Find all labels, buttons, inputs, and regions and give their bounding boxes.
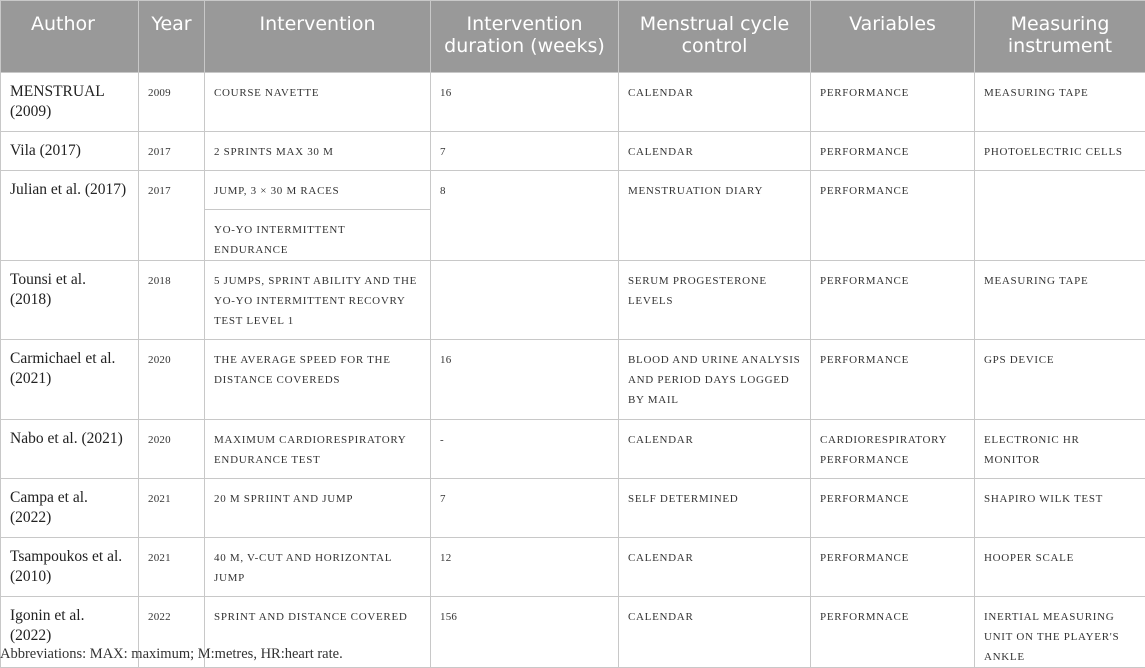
cycle-control-cell: SELF DETERMINED <box>619 479 811 538</box>
header-intervention: Intervention <box>205 1 431 73</box>
instrument-cell: SHAPIRO WILK TEST <box>975 479 1145 538</box>
variables-cell: PERFORMANCE <box>811 132 975 171</box>
cycle-control-cell: BLOOD AND URINE ANALYSIS AND PERIOD DAYS LOGGED BY MAIL <box>619 340 811 420</box>
table-footnote: Abbreviations: MAX: maximum; M:metres, HR:heart rate. <box>0 646 343 663</box>
duration-cell <box>431 261 619 340</box>
intervention-cell: SPRINT AND DISTANCE COVERED <box>205 597 431 668</box>
year-cell: 2022 <box>139 597 205 668</box>
instrument-cell: MEASURING TAPE <box>975 73 1145 132</box>
intervention-cell: 40 M, V-CUT AND HORIZONTAL JUMP <box>205 538 431 597</box>
author-cell: MENSTRUAL (2009) <box>1 73 139 132</box>
instrument-cell: MEASURING TAPE <box>975 261 1145 340</box>
duration-cell: 7 <box>431 132 619 171</box>
year-cell: 2021 <box>139 479 205 538</box>
year-cell: 2021 <box>139 538 205 597</box>
table-row <box>1 261 1145 340</box>
table-row <box>1 171 1145 210</box>
instrument-cell: INERTIAL MEASURING UNIT ON THE PLAYER'S ANKLE <box>975 597 1145 668</box>
header-author: Author <box>1 1 139 73</box>
duration-cell: 16 <box>431 340 619 420</box>
cycle-control-cell: CALENDAR <box>619 420 811 479</box>
variables-cell: PERFORMNACE <box>811 597 975 668</box>
cycle-control-cell: SERUM PROGESTERONE LEVELS <box>619 261 811 340</box>
header-row <box>1 1 1145 73</box>
intervention-cell: YO-YO INTERMITTENT ENDURANCE <box>205 210 431 261</box>
table-row <box>1 420 1145 479</box>
intervention-cell: COURSE NAVETTE <box>205 73 431 132</box>
table-row <box>1 340 1145 420</box>
cycle-control-cell: CALENDAR <box>619 73 811 132</box>
author-cell: Tounsi et al. (2018) <box>1 261 139 340</box>
intervention-cell: 20 M SPRIINT AND JUMP <box>205 479 431 538</box>
duration-cell: 7 <box>431 479 619 538</box>
table-row <box>1 538 1145 597</box>
header-duration: Intervention duration (weeks) <box>431 1 619 73</box>
author-cell: Nabo et al. (2021) <box>1 420 139 479</box>
year-cell: 2017 <box>139 171 205 261</box>
instrument-cell <box>975 171 1145 261</box>
author-cell: Tsampoukos et al. (2010) <box>1 538 139 597</box>
variables-cell: PERFORMANCE <box>811 538 975 597</box>
header-cycle-control: Menstrual cycle control <box>619 1 811 73</box>
year-cell: 2018 <box>139 261 205 340</box>
intervention-cell: 5 JUMPS, SPRINT ABILITY AND THE YO-YO INTERMITTENT RECOVRY TEST LEVEL 1 <box>205 261 431 340</box>
intervention-cell: 2 SPRINTS MAX 30 M <box>205 132 431 171</box>
table-row <box>1 73 1145 132</box>
year-cell: 2017 <box>139 132 205 171</box>
instrument-cell: ELECTRONIC HR MONITOR <box>975 420 1145 479</box>
duration-cell: 8 <box>431 171 619 261</box>
variables-cell: PERFORMANCE <box>811 479 975 538</box>
variables-cell: PERFORMANCE <box>811 261 975 340</box>
author-cell: Campa et al. (2022) <box>1 479 139 538</box>
header-year: Year <box>139 1 205 73</box>
author-cell: Vila (2017) <box>1 132 139 171</box>
year-cell: 2009 <box>139 73 205 132</box>
header-instrument: Measuring instrument <box>975 1 1145 73</box>
cycle-control-cell: CALENDAR <box>619 132 811 171</box>
year-cell: 2020 <box>139 420 205 479</box>
variables-cell: CARDIORESPIRATORY PERFORMANCE <box>811 420 975 479</box>
author-cell: Igonin et al. (2022) <box>1 597 139 668</box>
variables-cell: PERFORMANCE <box>811 340 975 420</box>
variables-cell: PERFORMANCE <box>811 171 975 261</box>
table-row <box>1 479 1145 538</box>
author-cell: Carmichael et al. (2021) <box>1 340 139 420</box>
intervention-cell: MAXIMUM CARDIORESPIRATORY ENDURANCE TEST <box>205 420 431 479</box>
duration-cell: 16 <box>431 73 619 132</box>
author-cell: Julian et al. (2017) <box>1 171 139 261</box>
duration-cell: 156 <box>431 597 619 668</box>
intervention-cell: JUMP, 3 × 30 M RACES <box>205 171 431 210</box>
header-variables: Variables <box>811 1 975 73</box>
cycle-control-cell: CALENDAR <box>619 597 811 668</box>
table-row <box>1 132 1145 171</box>
duration-cell: - <box>431 420 619 479</box>
year-cell: 2020 <box>139 340 205 420</box>
variables-cell: PERFORMANCE <box>811 73 975 132</box>
cycle-control-cell: MENSTRUATION DIARY <box>619 171 811 261</box>
intervention-cell: THE AVERAGE SPEED FOR THE DISTANCE COVEREDS <box>205 340 431 420</box>
cycle-control-cell: CALENDAR <box>619 538 811 597</box>
instrument-cell: GPS DEVICE <box>975 340 1145 420</box>
instrument-cell: PHOTOELECTRIC CELLS <box>975 132 1145 171</box>
instrument-cell: HOOPER SCALE <box>975 538 1145 597</box>
duration-cell: 12 <box>431 538 619 597</box>
